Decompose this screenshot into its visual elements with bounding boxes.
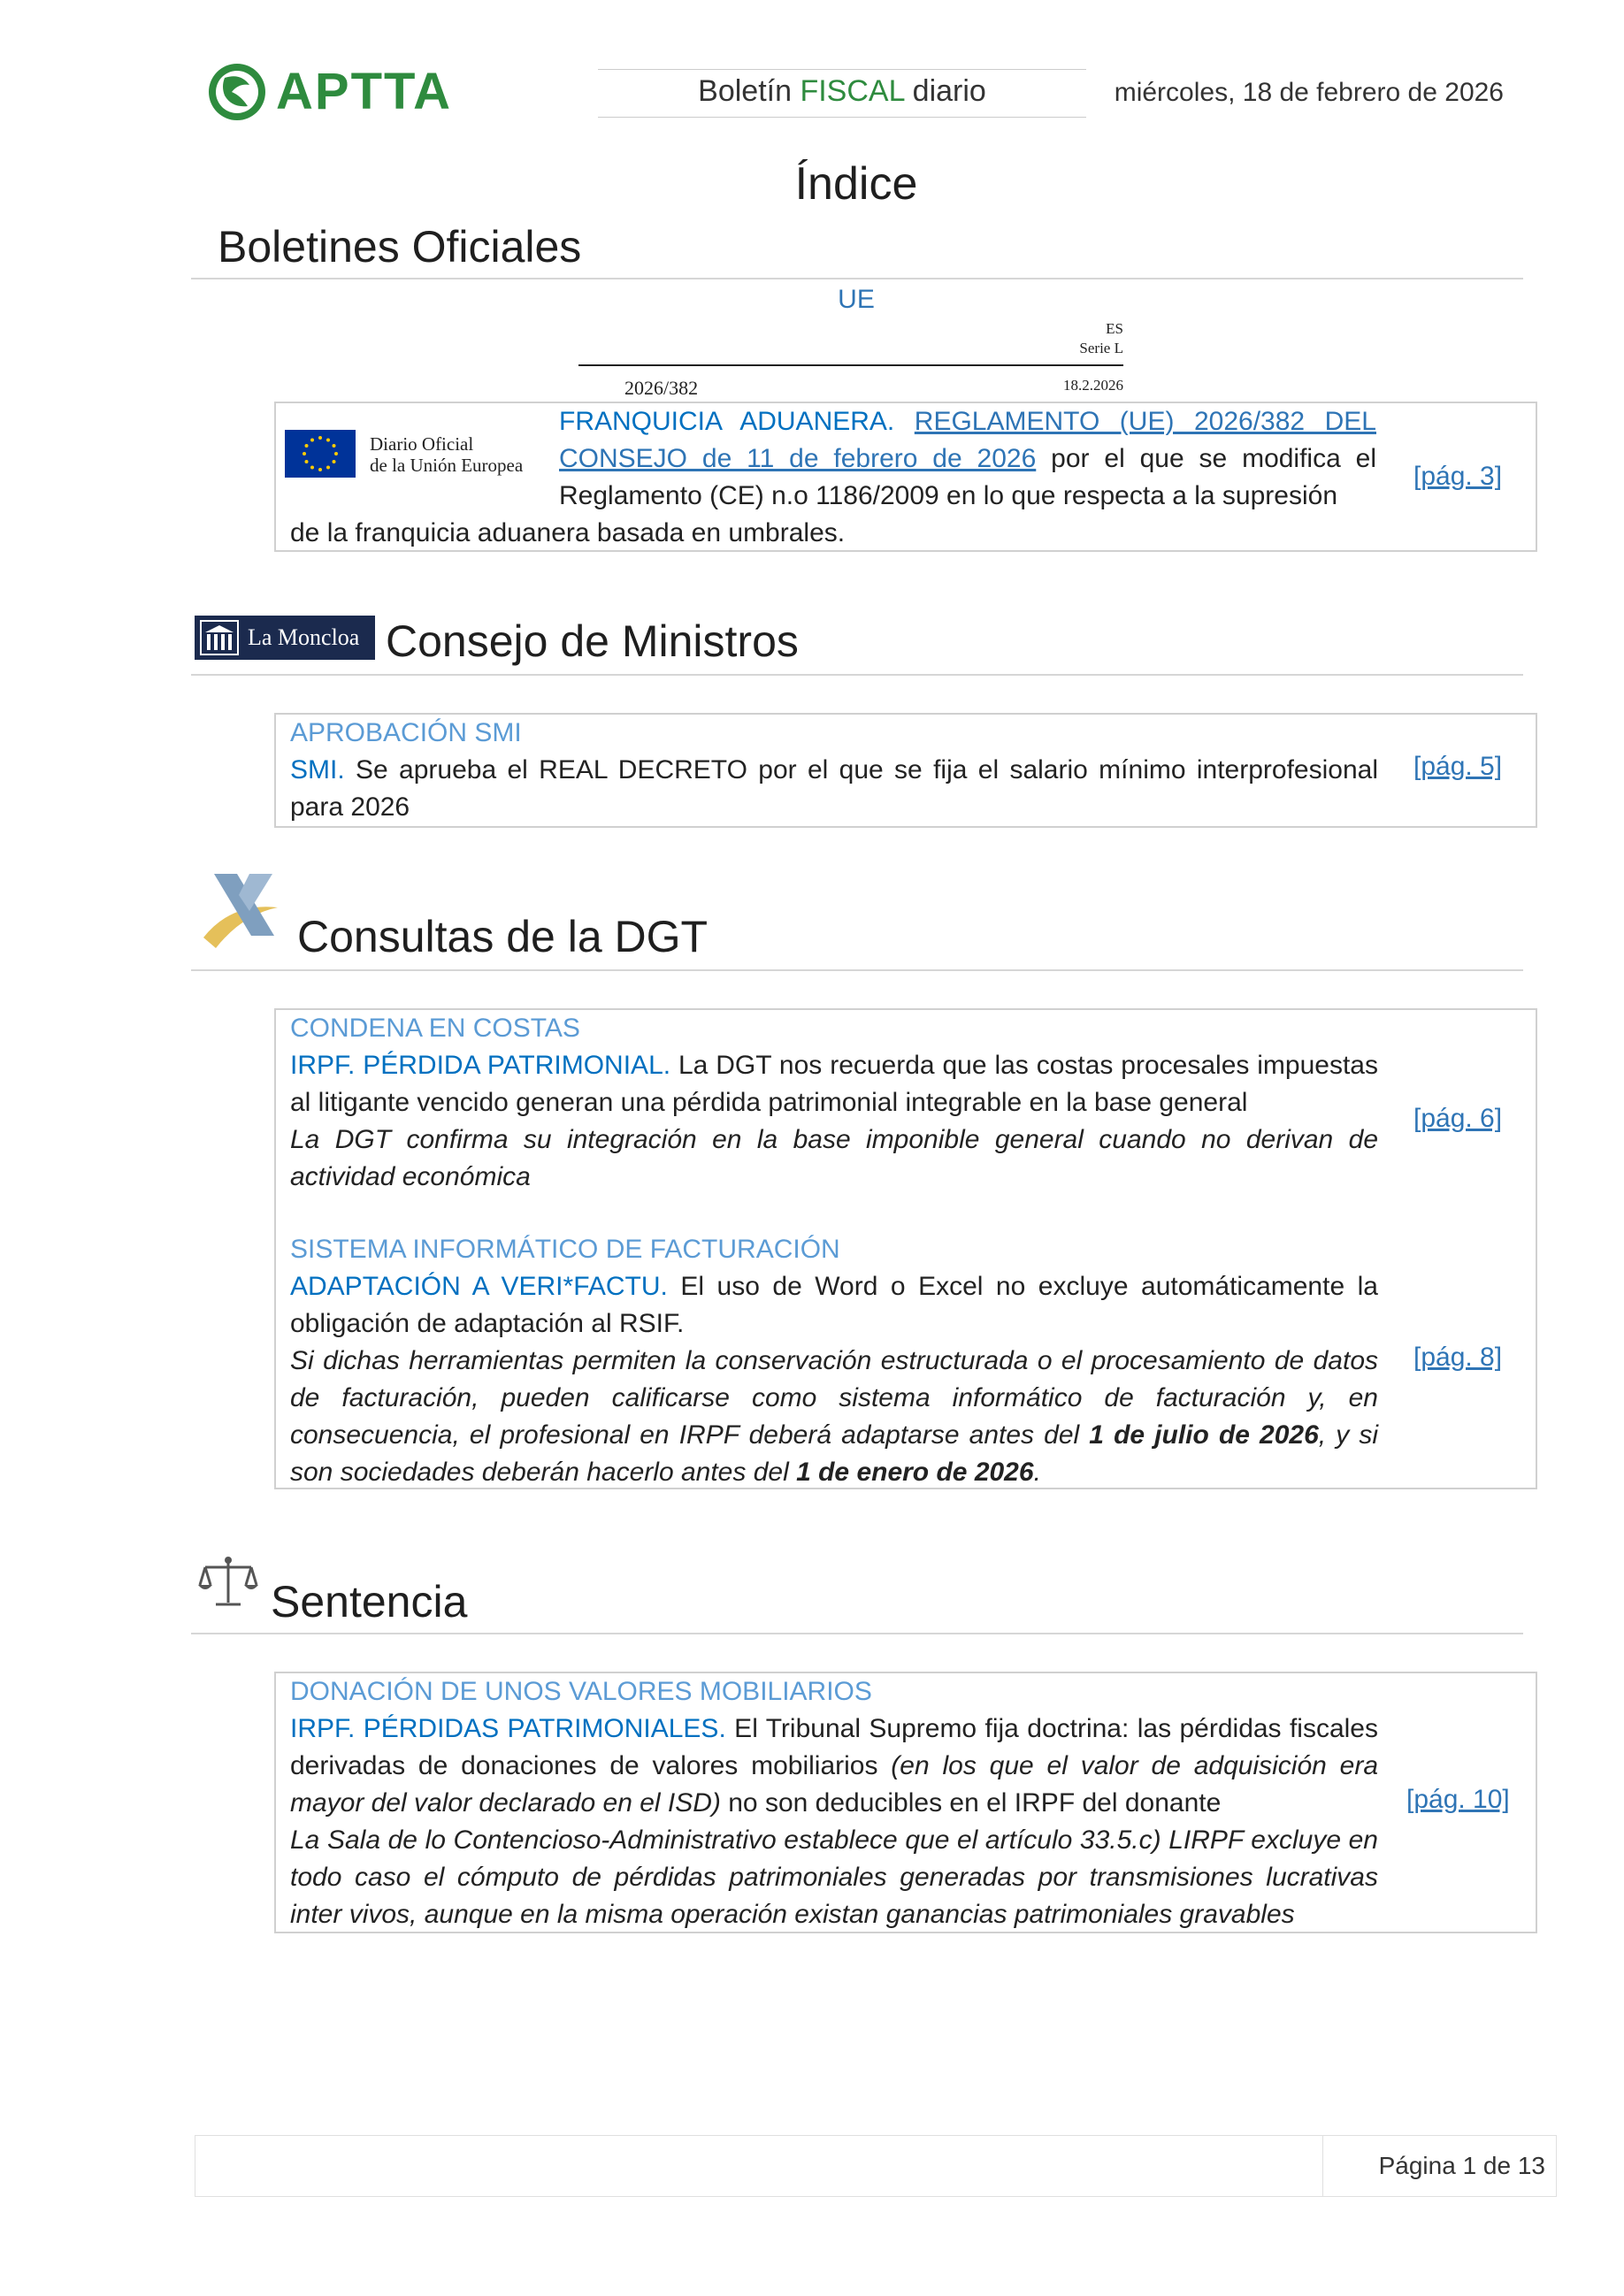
dgt-title: Consultas de la DGT	[297, 912, 709, 961]
boletines-item-text	[559, 403, 1376, 515]
bulletin-fiscal: FISCAL	[800, 74, 905, 108]
item-italic: La Sala de lo Contencioso-Administrativo establece que el artículo 33.5.c) LIRPF excluye en todo caso el cómputo de pérdidas patrimoniales generadas por transmisiones lucrativas inter vivos, aunque en la misma operación existan ganancias patrimoniales gravables	[290, 1825, 1378, 1929]
header-bottom-rule	[598, 117, 1086, 118]
reglamento-link[interactable]: REGLAMENTO (UE) 2026/382 DEL CONSEJO de 11 de febrero de 2026	[559, 407, 1376, 473]
aptta-logo	[205, 58, 462, 126]
moncloa-logo-text: La Moncloa	[248, 624, 360, 650]
page-ref-3[interactable]: [pág. 3]	[1413, 462, 1503, 491]
dgt-item-box	[274, 1008, 1537, 1489]
boletines-title: Boletines Oficiales	[218, 222, 582, 272]
aptta-emblem-icon	[205, 60, 269, 124]
doue-logo-line1: Diario Oficial	[370, 433, 474, 455]
item-text2: no son deducibles en el IRPF del donante	[720, 1788, 1222, 1818]
doue-lang: ES	[1106, 320, 1123, 337]
dgt-item2-text	[290, 1231, 1378, 1491]
agencia-tributaria-icon	[196, 869, 285, 957]
boletines-item-text-cont: de la franquicia aduanera basada en umbrales.	[290, 518, 846, 547]
bulletin-title: Boletín FISCAL diario	[698, 74, 986, 108]
dgt-item1-text	[290, 1010, 1378, 1196]
footer-page-number: Página 1 de 13	[1378, 2152, 1545, 2179]
item-rest: por el que se modifica el Reglamento (CE) n.o 1186/2009 en lo que respecta a la supresión	[559, 444, 1377, 510]
item-category: DONACIÓN DE UNOS VALORES MOBILIARIOS	[290, 1677, 872, 1706]
item-bold-a: 1 de julio de 2026	[1089, 1420, 1319, 1450]
consejo-item-text	[290, 715, 1378, 826]
item-lead: IRPF. PÉRDIDA PATRIMONIAL.	[290, 1051, 671, 1080]
item-italic-b: , y si son sociedades deberán hacerlo antes del	[290, 1420, 1379, 1487]
item-text: El Tribunal Supremo fija doctrina: las pérdidas fiscales derivadas de donaciones de valores mobiliarios	[290, 1714, 1378, 1780]
doue-number: 2026/382	[624, 377, 699, 399]
item-bold-b: 1 de enero de 2026	[796, 1458, 1034, 1487]
footer-box	[195, 2135, 1557, 2197]
item-italic: La DGT confirma su integración en la base imponible general cuando no derivan de actividad económica	[290, 1125, 1378, 1191]
moncloa-building-icon	[200, 620, 239, 655]
sentencia-rule	[191, 1633, 1523, 1634]
footer-divider	[1322, 2136, 1323, 2196]
item-category: SISTEMA INFORMÁTICO DE FACTURACIÓN	[290, 1235, 840, 1264]
index-title: Índice	[794, 158, 918, 210]
header-top-rule	[598, 69, 1086, 70]
sentencia-item-box	[274, 1672, 1537, 1933]
doue-header	[578, 320, 1123, 402]
boletines-item-box	[274, 402, 1537, 552]
item-text: Se aprueba el REAL DECRETO por el que se fija el salario mínimo interprofesional para 2026	[290, 755, 1378, 822]
consejo-item-box	[274, 713, 1537, 828]
item-text: El uso de Word o Excel no excluye automáticamente la obligación de adaptación al RSIF.	[290, 1272, 1378, 1338]
eu-flag-icon	[285, 430, 356, 478]
doue-logo	[285, 430, 541, 479]
consejo-rule	[191, 674, 1523, 676]
doue-logo-line2: de la Unión Europea	[370, 455, 524, 476]
dgt-rule	[191, 969, 1523, 971]
item-lead: FRANQUICIA ADUANERA.	[559, 407, 895, 436]
scales-of-justice-icon	[198, 1555, 258, 1610]
item-text: La DGT nos recuerda que las costas procesales impuestas al litigante vencido generan una pérdida patrimonial integrable en la base general	[290, 1051, 1378, 1117]
moncloa-logo	[195, 616, 375, 660]
sentencia-title: Sentencia	[271, 1577, 468, 1626]
page-ref-10[interactable]: [pág. 10]	[1406, 1785, 1510, 1814]
doue-divider	[578, 364, 1123, 366]
item-category: CONDENA EN COSTAS	[290, 1014, 580, 1043]
logo-text: APTTA	[276, 63, 453, 120]
page-ref-5[interactable]: [pág. 5]	[1413, 752, 1503, 781]
item-lead: ADAPTACIÓN A VERI*FACTU.	[290, 1272, 668, 1301]
doue-series: Serie L	[1079, 340, 1123, 356]
page-ref-8[interactable]: [pág. 8]	[1413, 1343, 1503, 1372]
boletines-rule	[191, 278, 1523, 279]
sentencia-item-text	[290, 1673, 1378, 1933]
page-ref-6[interactable]: [pág. 6]	[1413, 1104, 1503, 1133]
ue-subtitle: UE	[838, 285, 875, 314]
doue-date: 18.2.2026	[1063, 377, 1123, 394]
item-lead: IRPF. PÉRDIDAS PATRIMONIALES.	[290, 1714, 726, 1743]
item-category: APROBACIÓN SMI	[290, 718, 522, 747]
header-date: miércoles, 18 de febrero de 2026	[1114, 78, 1504, 107]
item-italic-a: Si dichas herramientas permiten la conservación estructurada o el procesamiento de datos de facturación, pueden calificarse como sistema informático de facturación y, en consecuencia, el profesional en IRPF deberá adaptarse antes del	[290, 1346, 1378, 1450]
item-lead: SMI.	[290, 755, 345, 784]
item-italic-c: .	[1033, 1458, 1041, 1487]
item-italic-paren: (en los que el valor de adquisición era mayor del valor declarado en el ISD)	[290, 1751, 1379, 1818]
consejo-title: Consejo de Ministros	[386, 616, 799, 666]
